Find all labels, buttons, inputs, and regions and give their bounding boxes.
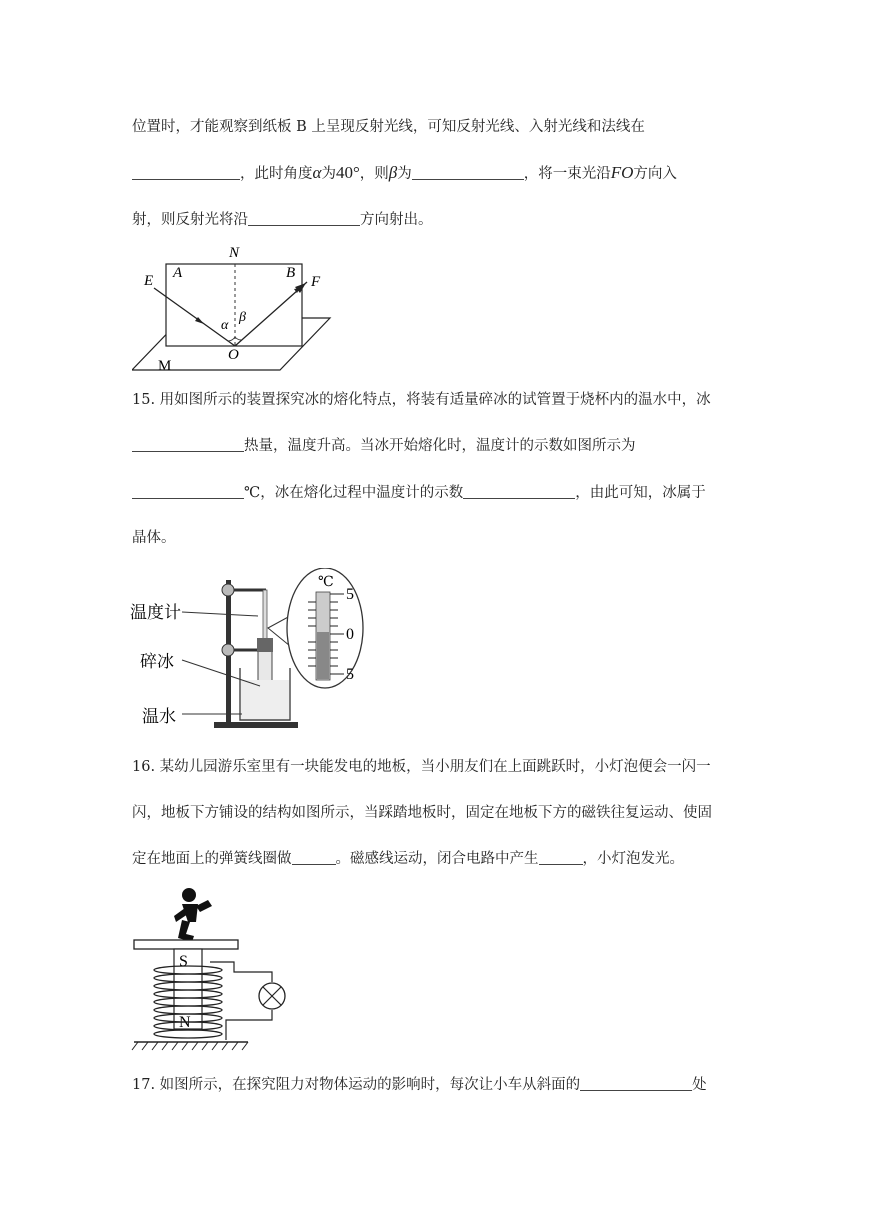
answer-blank-current[interactable] [539, 850, 583, 865]
floor-board [134, 940, 238, 949]
warm-water [241, 680, 289, 719]
liquid-column [317, 632, 329, 679]
label-N-pole: N [179, 1014, 191, 1031]
q15-line-1: 15. 用如图所示的装置探究冰的熔化特点，将装有适量碎冰的试管置于烧杯内的温水中，冰 [132, 392, 711, 408]
label-thermometer: 温度计 [130, 603, 181, 622]
label-warm-water: 温水 [142, 707, 176, 726]
q14-line-1: 位置时，才能观察到纸板 B 上呈现反射光线，可知反射光线、入射光线和法线在 [132, 119, 645, 135]
lower-clamp [222, 644, 234, 656]
ground-hatch [132, 1042, 248, 1050]
label-crushed-ice: 碎冰 [140, 652, 174, 671]
answer-blank-plane[interactable] [132, 165, 240, 180]
label-A: A [173, 265, 183, 281]
reflection-figure [132, 242, 332, 374]
label-S: S [179, 953, 188, 970]
upper-clamp [222, 584, 234, 596]
answer-blank-position[interactable] [580, 1076, 692, 1091]
q14-line-3: 射，则反射光将沿 方向射出。 [132, 212, 433, 228]
answer-blank-beta[interactable] [412, 165, 524, 180]
q15-line-3: ℃，冰在熔化过程中温度计的示数 ，由此可知，冰属于 [132, 483, 706, 503]
q15-line-2: 热量，温度升高。当冰开始熔化时，温度计的示数如图所示为 [132, 436, 636, 456]
label-E: E [144, 273, 154, 289]
label-O: O [228, 347, 239, 363]
q14-line-2: ，此时角度α为40°，则β为 ，将一束光沿FO方向入 [132, 163, 677, 184]
label-beta: β [239, 310, 246, 325]
label-B: B [286, 265, 296, 281]
tick-label-5-top: 5 [346, 586, 354, 603]
label-F: F [311, 274, 321, 290]
answer-blank-temperature[interactable] [132, 484, 244, 499]
answer-blank-motion[interactable] [292, 850, 336, 865]
label-alpha: α [221, 318, 229, 333]
answer-blank-reading[interactable] [463, 484, 575, 499]
label-unit: ℃ [318, 575, 334, 590]
melting-ice-figure [130, 568, 380, 738]
wire-bottom [226, 1010, 272, 1040]
tick-label-0: 0 [346, 626, 354, 643]
q16-line-3: 定在地面上的弹簧线圈做 。磁感线运动，闭合电路中产生 ，小灯泡发光。 [132, 851, 684, 867]
answer-blank-heat[interactable] [132, 437, 244, 452]
stopper [257, 638, 273, 652]
answer-blank-direction[interactable] [248, 211, 360, 226]
floor-generator-figure [130, 886, 300, 1056]
label-N: N [229, 245, 240, 261]
q16-line-2: 闪，地板下方铺设的结构如图所示，当踩踏地板时，固定在地板下方的磁铁往复运动、使固 [132, 805, 712, 821]
q17-line-1: 17. 如图所示，在探究阻力对物体运动的影响时，每次让小车从斜面的 处 [132, 1077, 707, 1093]
label-M: M [158, 358, 172, 374]
q15-line-4: 晶体。 [132, 530, 176, 546]
tick-label-5-bottom: 5 [346, 666, 354, 683]
q16-line-1: 16. 某幼儿园游乐室里有一块能发电的地板，当小朋友们在上面跳跃时，小灯泡便会一闪一 [132, 759, 711, 775]
jumping-child-icon [174, 888, 212, 942]
